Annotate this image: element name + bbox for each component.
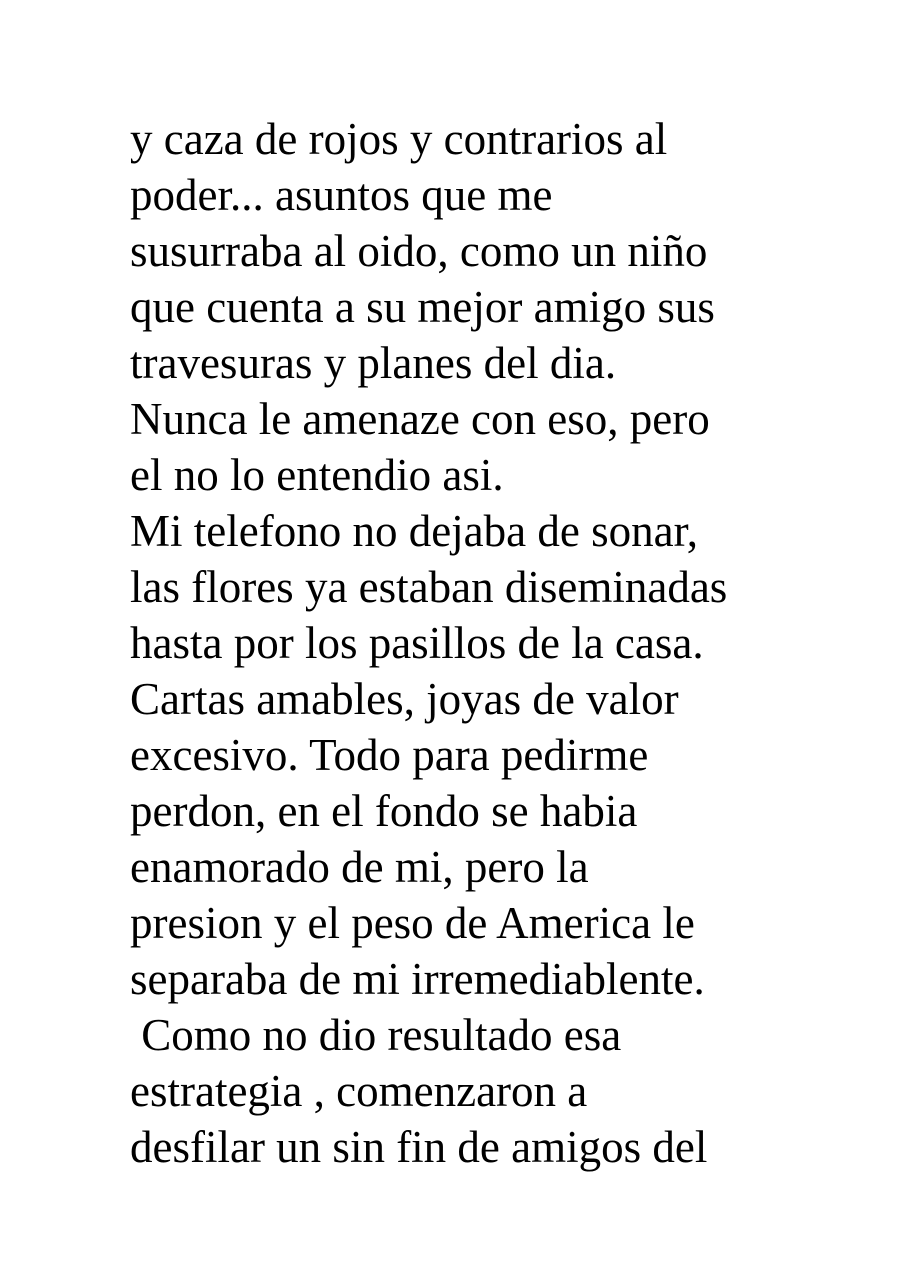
text-line: y caza de rojos y contrarios al [130,114,668,164]
text-line: Cartas amables, joyas de valor [130,674,679,724]
text-line: que cuenta a su mejor amigo sus [130,282,715,332]
text-line: el no lo entendio asi. [130,450,504,500]
text-line: Nunca le amenaze con eso, pero [130,394,710,444]
text-line: las flores ya estaban diseminadas [130,562,728,612]
text-line: enamorado de mi, pero la [130,842,589,892]
document-page [130,111,727,1175]
text-line: excesivo. Todo para pedirme [130,730,649,780]
text-line: Mi telefono no dejaba de sonar, [130,506,699,556]
text-line: poder... asuntos que me [130,170,553,220]
text-line: susurraba al oido, como un niño [130,226,708,276]
text-line: estrategia , comenzaron a [130,1066,588,1116]
text-line: travesuras y planes del dia. [130,338,617,388]
text-line: Como no dio resultado esa [130,1010,622,1060]
text-line: desfilar un sin fin de amigos del [130,1122,708,1172]
text-line: hasta por los pasillos de la casa. [130,618,704,668]
text-line: separaba de mi irremediablente. [130,954,705,1004]
text-line: perdon, en el fondo se habia [130,786,638,836]
text-line: presion y el peso de America le [130,898,695,948]
